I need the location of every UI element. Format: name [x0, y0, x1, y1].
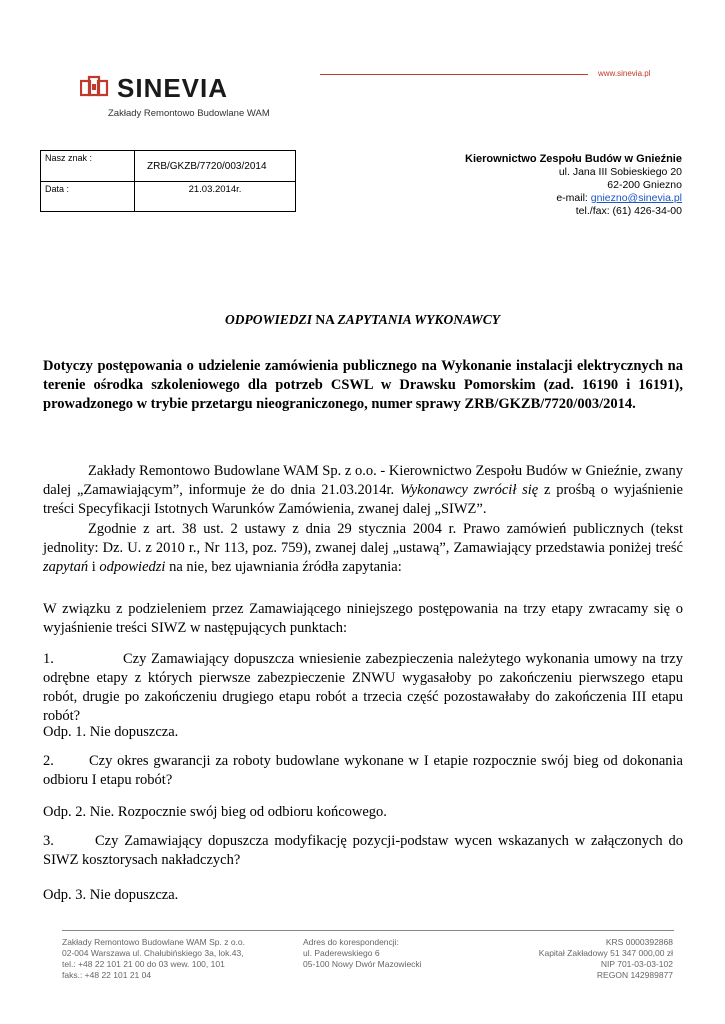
question-1-body: Czy Zamawiający dopuszcza wniesienie zabezpieczenia należytego wykonania umowy na trzy odrębne etapy z których pierwsze zabezpieczenie ZNWU wygasałoby po zakończeniu pierwszego etapu robót, drugie po zakończeniu drugiego etapu robót a trzecia część pozostawałaby do zakończenia III etapu robót?: [43, 651, 683, 724]
question-3-text: [43, 832, 683, 870]
intro-2-text-c: i: [88, 559, 100, 575]
title-part-3: ZAPYTANIA WYKONAWCY: [337, 312, 500, 327]
email-label: e-mail:: [556, 192, 591, 204]
question-1-text: [43, 650, 683, 726]
question-1-number: 1.: [43, 651, 54, 667]
question-3: [43, 832, 683, 870]
website-link[interactable]: www.sinevia.pl: [598, 69, 651, 78]
footer-correspondence: [303, 937, 422, 970]
footer-right-line: REGON 142989877: [596, 970, 673, 980]
question-2-number: 2.: [43, 753, 54, 769]
sinevia-logo-mark: [80, 74, 116, 104]
addressee-name: Kierownictwo Zespołu Budów w Gnieźnie: [465, 153, 682, 165]
intro-1-text-c: z prośbą o wyjaśnienie treści Specyfikacji Istotnych Warunków Zamówienia, zwanej dalej „SIWZ”.: [43, 482, 683, 517]
addressee-phone: tel./fax: (61) 426-34-00: [575, 205, 682, 217]
subject-paragraph: Dotyczy postępowania o udzielenie zamówienia publicznego na Wykonanie instalacji elektrycznych na terenie ośrodka szkoleniowego dla potrzeb CSWL w Drawsku Pomorskim (zad. 16190 i 16191), prowadzonego w trybie przetargu nieograniczonego, numer sprawy ZRB/GKZB/7720/003/2014.: [43, 358, 683, 412]
addressee-email-line: [465, 192, 682, 205]
intro-2-text-a: Zgodnie z art. 38 ust. 2 ustawy z dnia 29 stycznia 2004 r. Prawo zamówień publicznych (tekst jednolity: Dz. U. z 2010 r., Nr 113, poz. 759), zwanej dalej „ustawą”, Zamawiający przedstawia poniżej treść: [43, 521, 683, 556]
addressee-street: ul. Jana III Sobieskiego 20: [558, 166, 682, 178]
date-value: 21.03.2014r.: [135, 182, 296, 212]
addressee-city: 62-200 Gniezno: [607, 179, 682, 191]
intro-2-text-b: zapytań: [43, 559, 89, 575]
footer-right-line: KRS 0000392868: [605, 937, 673, 947]
footer-middle-line: ul. Paderewskiego 6: [303, 948, 380, 958]
reference-table: [40, 150, 296, 212]
nasz-znak-label: Nasz znak :: [41, 151, 135, 182]
title-part-2: NA: [312, 312, 338, 327]
nasz-znak-value: ZRB/GKZB/7720/003/2014: [135, 151, 296, 182]
footer-right-line: Kapitał Zakładowy 51 347 000,00 zł: [538, 948, 673, 958]
date-label: Data :: [41, 182, 135, 212]
footer-divider: [62, 930, 674, 931]
footer-registry: [539, 937, 673, 981]
addressee-block: [465, 153, 682, 218]
answer-3: Odp. 3. Nie dopuszcza.: [43, 887, 179, 903]
footer-left-line: tel.: +48 22 101 21 00 do 03 wew. 100, 101: [62, 959, 225, 969]
intro-paragraph-2: [43, 520, 683, 577]
intro-1-text-b: Wykonawcy zwrócił się: [399, 482, 539, 498]
footer-left-line: faks.: +48 22 101 21 04: [62, 970, 152, 980]
footer-company: [62, 937, 245, 981]
question-2-body: Czy okres gwarancji za roboty budowlane wykonane w I etapie rozpocznie swój bieg od dokonania odbioru I etapu robót?: [43, 753, 683, 788]
intro-1-text-a: Zakłady Remontowo Budowlane WAM Sp. z o.o. - Kierownictwo Zespołu Budów w Gnieźnie, zwany dalej „Zamawiającym”, informuje że do dnia 21.03.2014r.: [43, 463, 683, 498]
footer-middle-line: 05-100 Nowy Dwór Mazowiecki: [303, 959, 422, 969]
footer-left-line: Zakłady Remontowo Budowlane WAM Sp. z o.o.: [62, 937, 245, 947]
document-title: [0, 312, 725, 328]
header-divider: [320, 74, 588, 75]
footer-left-line: 02-004 Warszawa ul. Chałubińskiego 3a, lok.43,: [62, 948, 244, 958]
title-part-1: ODPOWIEDZI: [225, 312, 313, 327]
company-subtitle: Zakłady Remontowo Budowlane WAM: [108, 108, 270, 119]
question-3-body: Czy Zamawiający dopuszcza modyfikację pozycji-podstaw wycen wskazanych w załączonych do SIWZ kosztorysach nakładczych?: [43, 833, 683, 868]
footer-middle-line: Adres do korespondencji:: [303, 937, 399, 947]
intro-paragraph-1: [43, 462, 683, 519]
answer-1: Odp. 1. Nie dopuszcza.: [43, 724, 179, 740]
lead-paragraph: W związku z podzieleniem przez Zamawiającego niniejszego postępowania na trzy etapy zwracamy się o wyjaśnienie treści SIWZ w następujących punktach:: [43, 601, 683, 636]
question-2-text: [43, 752, 683, 790]
email-link[interactable]: gniezno@sinevia.pl: [590, 192, 682, 204]
question-1: [43, 650, 683, 726]
footer-right-line: NIP 701-03-03-102: [600, 959, 673, 969]
answer-2: Odp. 2. Nie. Rozpocznie swój bieg od odbioru końcowego.: [43, 804, 387, 820]
intro-2-text-d: odpowiedzi: [99, 559, 166, 575]
question-2: [43, 752, 683, 790]
question-3-number: 3.: [43, 833, 54, 849]
logo-text: SINEVIA: [117, 73, 229, 103]
intro-2-text-e: na nie, bez ujawniania źródła zapytania:: [165, 559, 402, 575]
